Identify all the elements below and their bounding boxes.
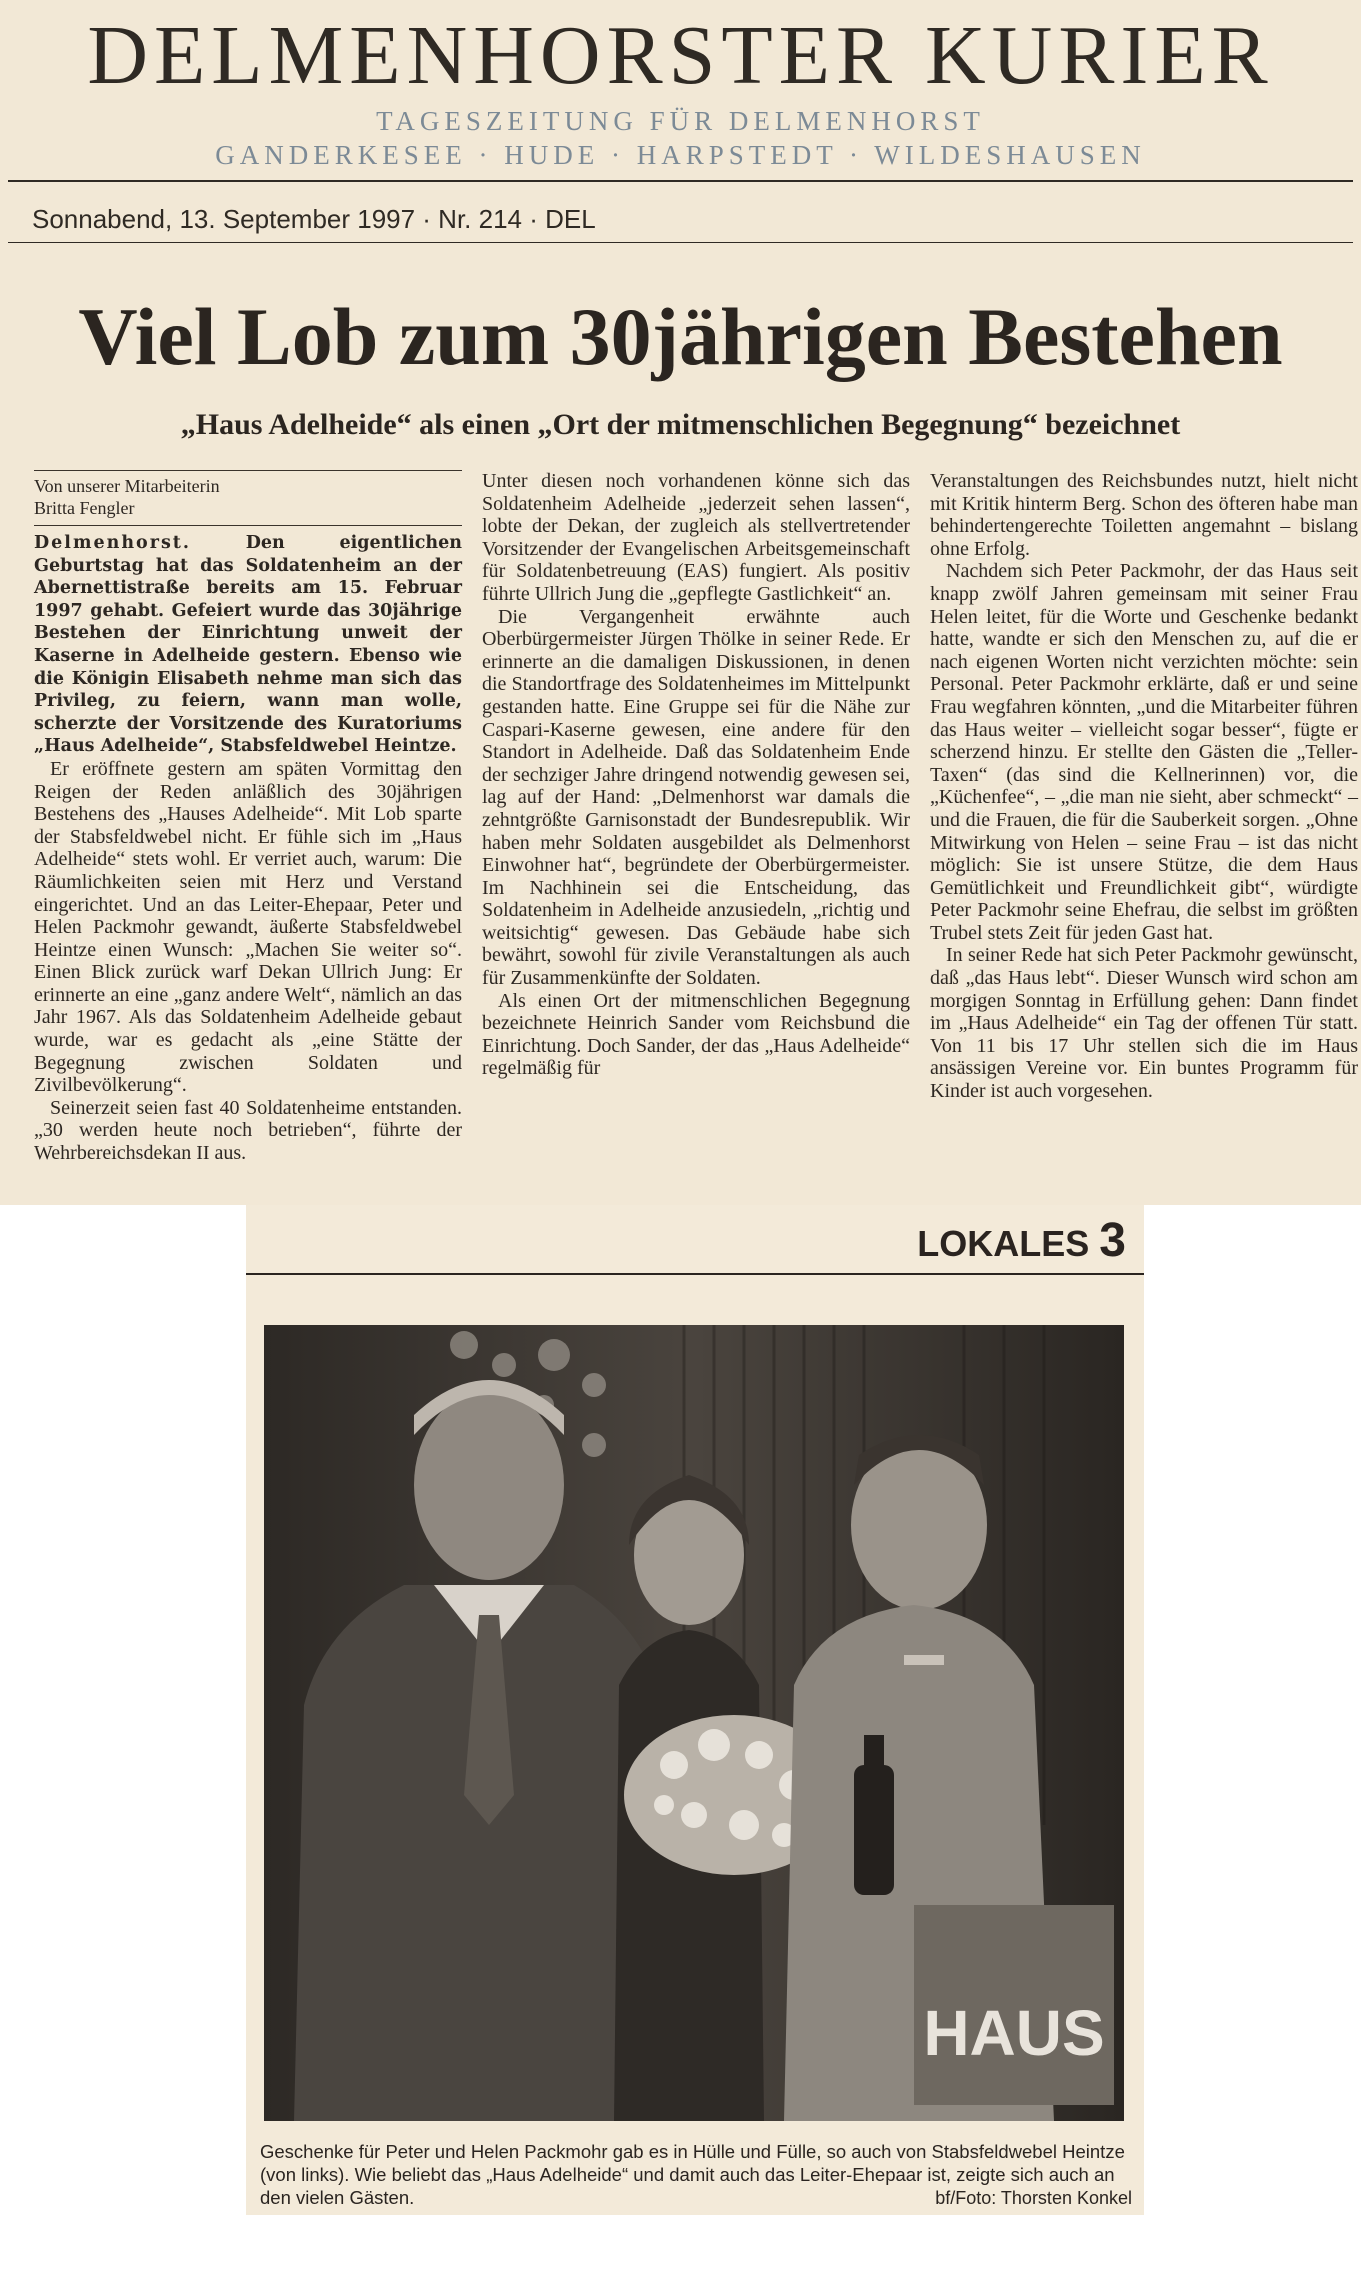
photo-caption: Geschenke für Peter und Helen Packmohr gab es in Hülle und Fülle, so auch von Stabsfeldwebel Heintze (von links). Wie beliebt das „Haus Adelheide“ und damit auch das Leiter-Ehepaar ist, zeigte sich auch an den vielen Gästen.	[260, 2141, 1125, 2208]
byline-author: Britta Fengler	[34, 498, 135, 518]
paragraph: Die Vergangenheit erwähnte auch Oberbürgermeister Jürgen Thölke in seiner Rede. Er erinnerte an die damaligen Diskussionen, in denen die Standortfrage des Soldatenheimes im Mittelpunkt gestanden hatte. Eine Gruppe sei für die Nähe zur Caspari-Kaserne gewesen, eine andere für den Standort in Adelheide. Daß das Soldatenheim Ende der sechziger Jahre dringend notwendig gewesen sei, lag auf der Hand: „Delmenhorst war damals die zehntgrößte Garnisonstadt der Bundesrepublik. Wir haben mehr Soldaten ausgebildet als Delmenhorst Einwohner hat“, begründete der Oberbürgermeister. Im Nachhinein sei die Entscheidung, das Soldatenheim in Adelheide anzusiedeln, „richtig und weitsichtig“ gewesen. Das Gebäude habe sich bewährt, sowohl für zivile Veranstaltungen als auch für Zusammenkünfte der Soldaten.	[482, 605, 910, 990]
dateline: Sonnabend, 13. September 1997 · Nr. 214 · DEL	[32, 204, 596, 234]
paragraph: Unter diesen noch vorhandenen könne sich das Soldatenheim Adelheide „jederzeit sehen lassen“, lobte der Dekan, der zugleich als stellvertretender Vorsitzender der Evangelischen Arbeitsgemeinschaft für Soldatenbetreuung (EAS) fungiert. Als positiv führte Ullrich Jung die „gepflegte Gastlichkeit“ an.	[482, 470, 910, 605]
photo-clipping	[246, 1205, 1144, 2215]
section-rule	[246, 1273, 1144, 1275]
paragraph: Seinerzeit seien fast 40 Soldatenheime entstanden. „30 werden heute noch betrieben“, führte der Wehrbereichsdekan II aus.	[34, 1096, 462, 1165]
byline	[34, 470, 462, 526]
newspaper-subtitle: TAGESZEITUNG FÜR DELMENHORST	[376, 106, 985, 136]
masthead	[0, 8, 1361, 172]
lead-text: Den eigentlichen Geburtstag hat das Soldatenheim an der Abernettistraße bereits am 15. Februar 1997 gehabt. Gefeiert wurde das 30jährige Bestehen der Einrichtung unweit der Kaserne in Adelheide gestern. Ebenso wie die Königin Elisabeth nehme man sich das Privileg, zu feiern, wann man wolle, scherzte der Vorsitzende des Kuratoriums „Haus Adelheide“, Stabsfeldwebel Heintze.	[34, 533, 462, 757]
masthead-rule	[8, 180, 1353, 182]
subheadline: „Haus Adelheide“ als einen „Ort der mitmenschlichen Begegnung“ bezeichnet	[180, 408, 1181, 441]
article-column-2	[482, 470, 910, 1080]
paragraph: Nachdem sich Peter Packmohr, der das Haus seit knapp zwölf Jahren gemeinsam mit seiner Frau Helen leitet, für die Worte und Geschenke bedankt hatte, wandte er sich den Menschen zu, auf die er nach eigenen Worten nicht verzichten möchte: sein Personal. Peter Packmohr erklärte, daß er und seine Frau wegfahren könnten, „und die Mitarbeiter führen das Haus weiter – vielleicht sogar besser“, fügte er scherzend hinzu. Er stellte den Gästen die „Teller-Taxen“ (das sind die Kellnerinnen) vor, die „Küchenfee“, – „die man nie sieht, aber schmeckt“ – und die Frauen, die für die Sauberkeit sorgen. „Ohne Mitwirkung von Helen – seine Frau – ist das nicht möglich: Sie ist unsere Stütze, die dem Haus Gemütlichkeit und Freundlichkeit gibt“, würdigte Peter Packmohr seine Ehefrau, die selbst im größten Trubel stets Zeit für jeden Gast hat.	[930, 560, 1358, 944]
section-label	[917, 1213, 1126, 1268]
article-column-1	[34, 470, 462, 1165]
newspaper-regions: GANDERKESEE · HUDE · HARPSTEDT · WILDESHAUSEN	[215, 140, 1146, 170]
byline-role: Von unserer Mitarbeiterin	[34, 476, 220, 496]
paragraph: Veranstaltungen des Reichsbundes nutzt, hielt nicht mit Kritik hinterm Berg. Schon des öfteren habe man behindertengerechte Toiletten angemahnt – bislang ohne Erfolg.	[930, 470, 1358, 560]
page-number: 3	[1099, 1214, 1126, 1267]
article-column-3	[930, 470, 1358, 1103]
headline: Viel Lob zum 30jährigen Bestehen	[78, 291, 1283, 382]
paragraph: In seiner Rede hat sich Peter Packmohr gewünscht, daß „das Haus lebt“. Dieser Wunsch wird schon am morgigen Sonntag in Erfüllung gehen: Dann findet im „Haus Adelheide“ ein Tag der offenen Tür statt. Von 11 bis 17 Uhr stellen sich die im Haus ansässigen Vereine vor. Ein buntes Programm für Kinder ist auch vorgesehen.	[930, 944, 1358, 1103]
article-lead	[34, 532, 462, 758]
lead-place: Delmenhorst.	[34, 533, 191, 553]
section-name: LOKALES	[917, 1223, 1090, 1264]
photo-illustration	[264, 1325, 1124, 2121]
photo-credit: bf/Foto: Thorsten Konkel	[935, 2188, 1132, 2208]
dateline-rule	[8, 242, 1353, 243]
paragraph: Er eröffnete gestern am späten Vormittag den Reigen der Reden anläßlich des 30jährigen Bestehens des „Hauses Adelheide“. Mit Lob sparte der Stabsfeldwebel nicht. Er fühle sich im „Haus Adelheide“ stets wohl. Er verriet auch, warum: Die Räumlichkeiten seien mit Herz und Verstand eingerichtet. Und an das Leiter-Ehepaar, Peter und Helen Packmohr gewandt, äußerte Stabsfeldwebel Heintze einen Wunsch: „Machen Sie weiter so“. Einen Blick zurück warf Dekan Ullrich Jung: Er erinnerte an eine „ganz andere Welt“, nämlich an das Jahr 1967. Als das Soldatenheim Adelheide gebaut wurde, war es gedacht als „eine Stätte der Begegnung zwischen Soldaten und Zivilbevölkerung“.	[34, 757, 462, 1097]
event-photo	[264, 1325, 1124, 2121]
paragraph: Als einen Ort der mitmenschlichen Begegnung bezeichnete Heinrich Sander vom Reichsbund die Einrichtung. Doch Sander, der das „Haus Adelheide“ regelmäßig für	[482, 989, 910, 1080]
banner-text: HAUS	[923, 1997, 1105, 2069]
newspaper-title: DELMENHORSTER KURIER	[87, 9, 1274, 102]
